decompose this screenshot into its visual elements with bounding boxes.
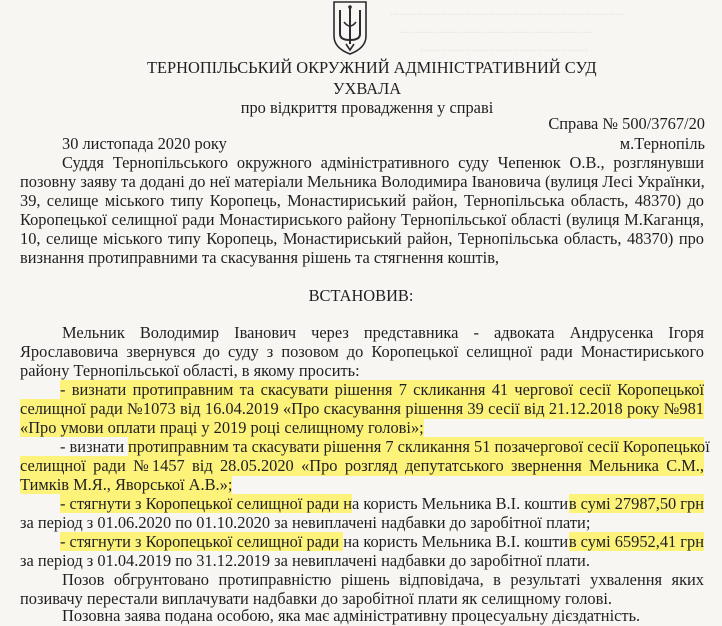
- request-2: [20, 475, 232, 495]
- bleed-through: ..............................................................................: [390, 4, 624, 18]
- request-1: [20, 399, 704, 419]
- intro-line: Коропецької селищної ради Монастириського району Тернопільської області (вулиця М.Каганця,: [20, 210, 704, 229]
- highlighted-text: Тимків М.Я., Яворської А.В.»;: [20, 475, 233, 494]
- claim-line: району Тернопільської області, в якому просить:: [20, 361, 360, 380]
- request-4: [60, 532, 568, 552]
- request-1: [60, 380, 704, 400]
- grounds-line: Позов обгрунтовано протиправністю рішень відповідача, в результаті ухвалення яких: [62, 570, 704, 589]
- highlighted-text: - стягнути з Коропецької селищної ради н: [60, 494, 352, 513]
- intro-line: позовну заяву та додані до неї матеріали Мельника Володимира Івановича (вулиця Лесі Українки,: [20, 172, 705, 191]
- request-3-amount: [560, 494, 704, 514]
- request-3-period: за період з 01.06.2020 по 01.10.2020 за невиплачені надбавки до заробітної плати;: [20, 513, 591, 532]
- claim-line: Ярославовича звернувся до суду з позовом до Коропецької селищної ради Монастириського: [20, 342, 704, 361]
- bleed-through: ........................................................: [420, 40, 588, 54]
- request-2-prefix: - визнати: [60, 437, 125, 456]
- intro-line: 39, селище міського типу Коропець, Монастириський район, Тернопільська область, 48370) до: [20, 191, 704, 210]
- highlighted-text: селищної ради №1457 від 28.05.2020 «Про розгляд депутатського звернення Мельника С.М.,: [20, 456, 704, 475]
- court-name: ТЕРНОПІЛЬСЬКИЙ ОКРУЖНИЙ АДМІНІСТРАТИВНИЙ СУД: [147, 58, 597, 77]
- request-4-amount: [560, 532, 704, 552]
- document-type: УХВАЛА: [332, 79, 402, 98]
- highlighted-text: - стягнути з Коропецької селищної ради: [60, 532, 344, 551]
- grounds-line: позивачу перестали виплачувати надбавки до заробітної плати як селищному голові.: [20, 589, 612, 608]
- request-2: [20, 456, 704, 476]
- filed-by-line: Позовна заява подана особою, яка має адміністративну процесуальну дієздатність.: [62, 606, 641, 625]
- request-4-period: за період з 01.04.2019 по 31.12.2019 за невиплачені надбавки до заробітної плати.: [20, 551, 590, 570]
- case-number: Справа № 500/3767/20: [548, 114, 705, 133]
- trident-coat-of-arms-icon: [330, 0, 370, 56]
- highlighted-text: «Про умови оплати праці у 2019 році селищному голові»;: [20, 418, 424, 437]
- plain-text: а користь Мельника В.І. кошти: [351, 494, 569, 513]
- highlighted-text: протиправним та скасувати рішення 7 скликання 51 позачергової сесії Коропецької: [128, 437, 710, 456]
- highlighted-text: в сумі 65952,41 грн: [568, 532, 704, 551]
- section-heading: ВСТАНОВИВ:: [308, 286, 414, 305]
- document-date: 30 листопада 2020 року: [62, 134, 227, 153]
- intro-line: Суддя Тернопільського окружного адміністративного суду Чепенюк О.В., розглянувши: [62, 153, 704, 172]
- request-1: [20, 418, 424, 438]
- document-city: м.Тернопіль: [619, 134, 705, 153]
- bleed-through: ................................................................: [400, 22, 592, 36]
- intro-line: визнання протиправними та скасування рішень та стягнення коштів,: [20, 248, 500, 267]
- plain-text: на користь Мельника В.І. кошти: [343, 532, 569, 551]
- intro-line: 10, селище міського типу Коропець, Монастириський район, Тернопільська область, 48370) про: [20, 229, 704, 248]
- request-3: [60, 494, 568, 514]
- highlighted-text: в сумі 27987,50 грн: [568, 494, 704, 513]
- request-2: [128, 437, 710, 457]
- highlighted-text: селищної ради №1073 від 16.04.2019 «Про скасування рішення 39 сесії від 21.12.2018 року №981: [20, 399, 704, 418]
- claim-line: Мельник Володимир Іванович через представника - адвоката Андрусенка Ігоря: [62, 323, 704, 342]
- highlighted-text: - визнати протиправним та скасувати рішення 7 скликання 41 чергової сесії Коропецької: [60, 380, 704, 399]
- document-subtitle: про відкриття провадження у справі: [240, 98, 494, 117]
